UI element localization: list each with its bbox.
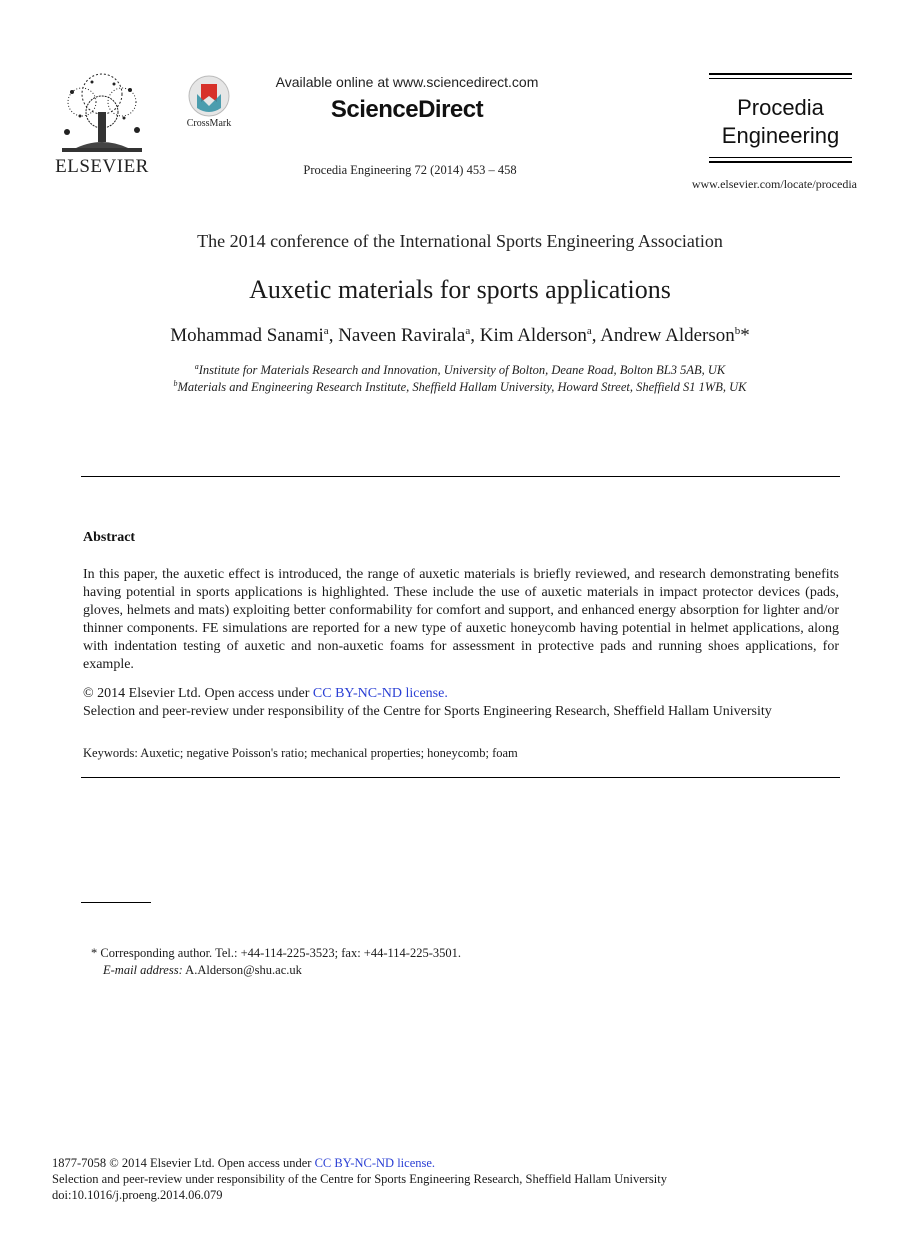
journal-rule [709,78,852,79]
copyright-text: © 2014 Elsevier Ltd. Open access under [83,686,313,701]
license-link[interactable]: CC BY-NC-ND license. [314,1156,436,1170]
copyright-line [83,685,839,703]
journal-url[interactable]: www.elsevier.com/locate/procedia [691,177,857,191]
affiliation-b [0,379,907,395]
affiliation-mark: a [194,362,199,371]
author-separator: , [470,325,480,346]
issn-text: 1877-7058 © 2014 Elsevier Ltd. Open access under [52,1156,315,1170]
author-name: Kim Alderson [479,325,587,346]
journal-rule [709,73,852,75]
author-affiliation-mark: a [465,325,471,337]
section-divider [81,476,840,477]
doi[interactable]: doi:10.1016/j.proeng.2014.06.079 [52,1188,223,1202]
keywords: Keywords: Auxetic; negative Poisson's ratio; mechanical properties; honeycomb; foam [83,746,518,760]
author-list [0,325,907,347]
affiliation-mark: b [173,379,178,388]
available-online-text: Available online at www.sciencedirect.com [275,74,539,90]
bottom-peer-review: Selection and peer-review under responsibility of the Centre for Sports Engineering Research, Sheffield Hallam University [52,1172,667,1186]
journal-title-line1: Procedia [737,95,824,120]
publisher-name: ELSEVIER [55,156,149,177]
issn-line [52,1155,852,1172]
journal-rule [709,157,852,158]
journal-rule [709,161,852,163]
author-name: Naveen Ravirala [338,325,466,346]
abstract-text: In this paper, the auxetic effect is introduced, the range of auxetic materials is briefly reviewed, and research demonstrating benefits having potential in sports applications is highlighted. These include the use of auxetic materials in impact protector devices (pads, gloves, helmets and mats) exploiting better conformability for comfort and support, and enhanced energy absorption for lighter and/or thinner components. FE simulations are reported for a new type of auxetic honeycomb having potential in helmet applications, along with indentation testing of auxetic and non-auxetic foams for assessment in protective pads and running shoes applications, for example. [83,567,839,672]
corresponding-author-mark: * [740,325,750,346]
email-address[interactable]: A.Alderson@shu.ac.uk [182,963,302,977]
author-name: Andrew Alderson [600,325,735,346]
author-affiliation-mark: a [586,325,592,337]
author-separator: , [591,325,601,346]
affiliation-text: Materials and Engineering Research Institute, Sheffield Hallam University, Howard Street, Sheffield S1 1WB, UK [177,380,747,394]
section-divider [81,777,840,778]
sciencedirect-logo[interactable]: ScienceDirect [330,96,484,123]
author-affiliation-mark: b [734,325,741,337]
journal-title [709,94,852,150]
peer-review-statement: Selection and peer-review under responsibility of the Centre for Sports Engineering Research, Sheffield Hallam University [83,704,772,719]
author-affiliation-mark: a [323,325,329,337]
author-name: Mohammad Sanami [170,325,324,346]
license-link[interactable]: CC BY-NC-ND license. [312,686,448,701]
journal-title-line2: Engineering [721,123,840,148]
abstract-heading: Abstract [83,530,136,545]
crossmark-label: CrossMark [186,118,232,129]
footnote-rule [81,902,151,903]
paper-title: Auxetic materials for sports applications [249,275,671,304]
author-separator: , [328,325,339,346]
conference-name: The 2014 conference of the International Sports Engineering Association [197,231,723,251]
journal-citation: Procedia Engineering 72 (2014) 453 – 458 [303,163,517,177]
email-note [103,963,302,978]
affiliation-a [0,362,907,378]
affiliation-text: Institute for Materials Research and Innovation, University of Bolton, Deane Road, Bolton BL3 5AB, UK [198,363,726,377]
corresponding-author-note: * Corresponding author. Tel.: +44-114-225-3523; fax: +44-114-225-3501. [91,946,462,960]
email-label: E-mail address: [103,963,183,977]
